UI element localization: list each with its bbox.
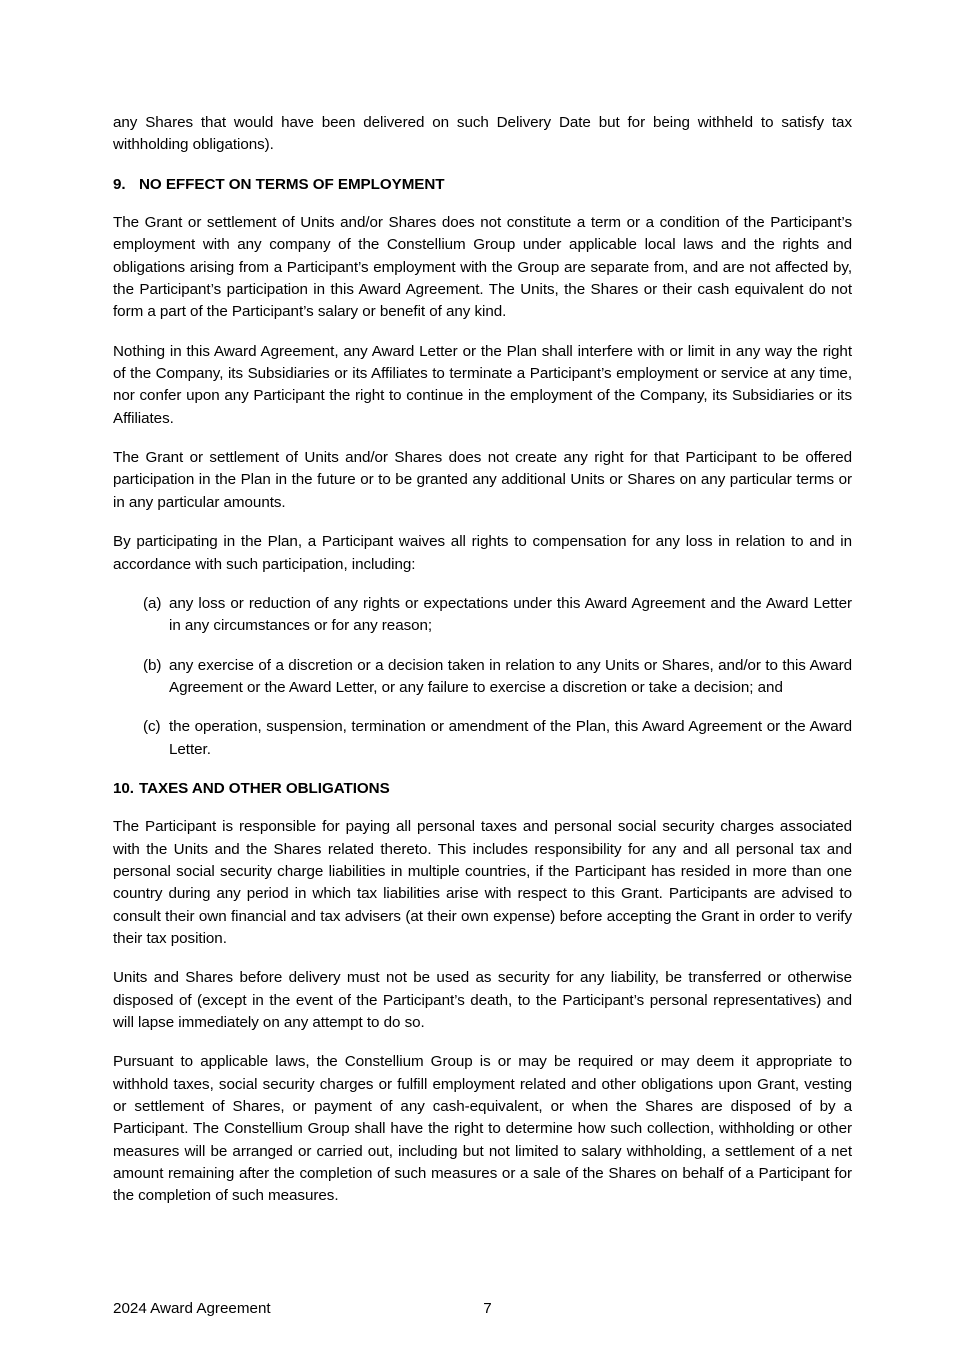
list-item-marker: (c) [143,718,161,736]
section-title-9: NO EFFECT ON TERMS OF EMPLOYMENT [139,175,445,193]
paragraph: Units and Shares before delivery must not be used as security for any liability, be transferred or otherwise disposed of (except in the event of the Participant’s death, to the Participant’s personal representatives) and will lapse immediately on any attempt to do so. [113,969,852,1031]
paragraph: The Participant is responsible for paying all personal taxes and personal social security charges associated with the Units and the Shares related thereto. This includes responsibility for any and all personal tax and personal social security charge liabilities in multiple countries, if the Participant has resided in more than one country during any period in which tax liabilities arise with respect to this Grant. Participants are advised to consult their own financial and tax advisers (at their own expense) before accepting the Grant in order to verify their tax position. [113,818,852,947]
section-number-9: 9. [113,175,126,193]
section-title-10: TAXES AND OTHER OBLIGATIONS [139,779,390,797]
paragraph: Pursuant to applicable laws, the Constellium Group is or may be required or may deem it appropriate to withhold taxes, social security charges or fulfill employment related and other obligations upon Grant, vesting or settlement of Shares, or payment of any cash-equivalent, or when the Shares are disposed of by a Participant. The Constellium Group shall have the right to determine how such collection, withholding or other measures will be arranged or carried out, including but not limited to salary withholding, a settlement of a net amount remaining after the completion of such measures or a sale of the Shares on behalf of a Participant for the completion of such measures. [113,1053,852,1205]
list-item-marker: (b) [143,656,162,674]
list-item [113,593,852,638]
section-heading-10 [113,778,852,800]
section-number-10: 10. [113,779,134,797]
paragraph: The Grant or settlement of Units and/or Shares does not constitute a term or a condition of the Participant’s employment with any company of the Constellium Group under applicable local laws and the rights and obligations arising from a Participant’s employment with the Group are separate from, and are not affected by, the Participant’s participation in this Award Agreement. The Units, the Shares or their cash equivalent do not form a part of the Participant’s salary or benefit of any kind. [113,214,852,321]
paragraph: By participating in the Plan, a Participant waives all rights to compensation for any loss in relation to and in accordance with such participation, including: [113,533,852,573]
continued-paragraph: any Shares that would have been delivered on such Delivery Date but for being withheld to satisfy tax withholding obligations). [113,114,852,154]
footer-document-title: 2024 Award Agreement [113,1300,271,1317]
list-item-text: any loss or reduction of any rights or expectations under this Award Agreement and the Award Letter in any circumstances or for any reason; [169,594,852,635]
clause-list [113,593,852,761]
list-item-text: the operation, suspension, termination or amendment of the Plan, this Award Agreement or the Award Letter. [169,718,852,758]
list-item-marker: (a) [143,594,162,612]
footer-page-number: 7 [483,1300,492,1317]
section-heading-9 [113,174,852,196]
list-item [113,655,852,700]
list-item-text: any exercise of a discretion or a decision taken in relation to any Units or Shares, and/or to this Award Agreement or the Award Letter, or any failure to exercise a discretion or take a decision; and [169,656,852,696]
page-footer [113,1299,852,1319]
paragraph: The Grant or settlement of Units and/or Shares does not create any right for that Participant to be offered participation in the Plan in the future or to be granted any additional Units or Shares on any particular terms or in any particular amounts. [113,449,852,511]
paragraph: Nothing in this Award Agreement, any Award Letter or the Plan shall interfere with or limit in any way the right of the Company, its Subsidiaries or its Affiliates to terminate a Participant’s employment or service at any time, nor confer upon any Participant the right to continue in the employment of the Company, its Subsidiaries or its Affiliates. [113,342,852,427]
list-item [113,716,852,761]
